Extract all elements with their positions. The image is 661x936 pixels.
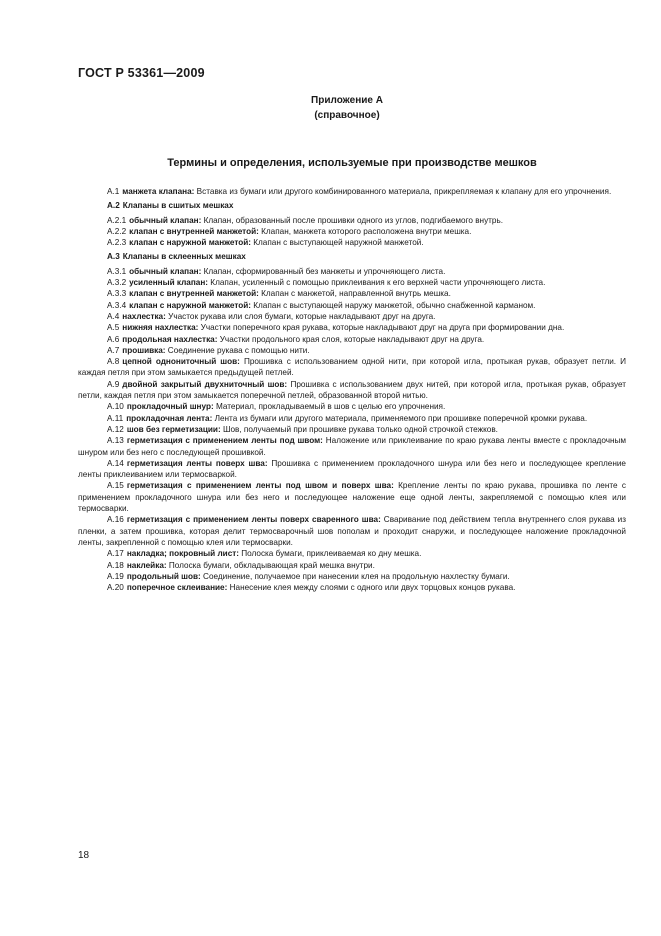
- term-entry: [78, 548, 626, 559]
- appendix-subtitle: (справочное): [314, 110, 380, 121]
- item-number: А.12: [107, 424, 124, 434]
- term-entry: [78, 266, 626, 277]
- definition: Клапан, усиленный с помощью приклеивания к его верхней части упрочняющего листа.: [208, 278, 546, 288]
- term-entry: [78, 413, 626, 424]
- definition: Клапан, образованный после прошивки одного из углов, подгибаемого внутрь.: [201, 215, 504, 225]
- item-number: А.16: [107, 515, 124, 525]
- item-number: А.3.1: [107, 266, 127, 276]
- term: нахлестка:: [122, 311, 166, 321]
- term-entry: [78, 322, 626, 333]
- definition: Участки продольного края слоя, которые накладывают друг на друга.: [217, 334, 485, 344]
- term-entry: [78, 215, 626, 226]
- definition: Прошивка с применением прокладочного шнура или без него и последующее крепление ленты приклеиванием или термосваркой.: [78, 458, 626, 480]
- term: герметизация с применением ленты под швом и поверх шва:: [126, 481, 394, 491]
- term: прокладочная лента:: [126, 413, 213, 423]
- term: манжета клапана:: [122, 187, 195, 196]
- definition: Полоска бумаги, обкладывающая край мешка внутри.: [166, 560, 375, 570]
- definition: Прошивка с использованием двух нитей, при которой игла, протыкая рукав, образует петли, каждая петля при этом замыкается поперечной петлей, образованной второй нитью.: [78, 379, 626, 401]
- term-entry: [78, 186, 626, 197]
- term-entry: [78, 288, 626, 299]
- appendix-title: Приложение А: [311, 95, 383, 106]
- item-number: А.14: [107, 458, 124, 468]
- term: герметизация с применением ленты поверх сваренного шва:: [126, 515, 381, 525]
- term: накладка; покровный лист:: [126, 549, 239, 559]
- term: цепной однониточный шов:: [122, 357, 240, 367]
- terms-list: [78, 186, 626, 593]
- definition: Соединение, получаемое при нанесении клея на продольную нахлестку бумаги.: [200, 571, 510, 581]
- term-entry: [78, 560, 626, 571]
- item-number: А.19: [107, 571, 124, 581]
- term-entry: [78, 401, 626, 412]
- term: клапан с внутренней манжетой:: [129, 289, 259, 299]
- item-number: А.2.3: [107, 238, 127, 248]
- item-number: А.3: [107, 252, 120, 262]
- term: прошивка:: [122, 345, 166, 355]
- term: клапан с наружной манжетой:: [129, 238, 251, 248]
- item-number: А.3.3: [107, 289, 127, 299]
- item-number: А.2.1: [107, 215, 127, 225]
- term: шов без герметизации:: [126, 424, 221, 434]
- term: продольный шов:: [126, 571, 201, 581]
- definition: Клапан, сформированный без манжеты и упрочняющего листа.: [201, 266, 446, 276]
- item-number: А.2.2: [107, 226, 127, 236]
- definition: Полоска бумаги, приклеиваемая ко дну мешка.: [239, 549, 422, 559]
- term: прокладочный шнур:: [126, 402, 214, 412]
- term-entry: [78, 300, 626, 311]
- term-entry: [78, 356, 626, 379]
- subsection-heading: [78, 200, 626, 211]
- definition: Участок рукава или слоя бумаги, которые накладывают друг на друга.: [165, 311, 436, 321]
- definition: Клапан с манжетой, направленной внутрь мешка.: [258, 289, 451, 299]
- definition: Клапан, манжета которого расположена внутри мешка.: [258, 226, 472, 236]
- term: герметизация с применением ленты под швом:: [126, 436, 323, 446]
- item-number: А.5: [107, 323, 120, 333]
- item-number: А.11: [107, 413, 124, 423]
- definition: Участки поперечного края рукава, которые накладывают друг на друга при формировании дна.: [198, 323, 565, 333]
- item-number: А.8: [107, 357, 120, 367]
- item-number: А.3.2: [107, 278, 127, 288]
- definition: Клапан с выступающей наружной манжетой.: [250, 238, 424, 248]
- term: герметизация ленты поверх шва:: [126, 458, 268, 468]
- item-number: А.15: [107, 481, 124, 491]
- term-entry: [78, 424, 626, 435]
- term-entry: [78, 571, 626, 582]
- subsection-heading: [78, 251, 626, 262]
- item-number: А.10: [107, 402, 124, 412]
- item-number: А.6: [107, 334, 120, 344]
- term-entry: [78, 334, 626, 345]
- term-entry: [78, 435, 626, 458]
- term: наклейка:: [126, 560, 167, 570]
- term: клапан с наружной манжетой:: [129, 300, 251, 310]
- subsection-title: Клапаны в сшитых мешках: [122, 201, 234, 211]
- term: усиленный клапан:: [129, 278, 209, 288]
- item-number: А.20: [107, 583, 124, 593]
- term: обычный клапан:: [129, 215, 202, 225]
- definition: Вставка из бумаги или другого комбинированного материала, прикрепляемая к клапану для его упрочнения.: [194, 187, 612, 196]
- definition: Шов, получаемый при прошивке рукава только одной строчкой стежков.: [220, 424, 498, 434]
- term-entry: [78, 277, 626, 288]
- term-entry: [78, 345, 626, 356]
- term-entry: [78, 458, 626, 481]
- item-number: А.18: [107, 560, 124, 570]
- term-entry: [78, 311, 626, 322]
- item-number: А.13: [107, 436, 124, 446]
- definition: Прошивка с использованием одной нити, при которой игла, протыкая рукав, образует петли. И каждая петля при этом замыкается предыдущей петлей.: [78, 357, 627, 378]
- definition: Лента из бумаги или другого материала, применяемого при прошивке поперечной кромки рукава.: [212, 413, 588, 423]
- item-number: А.4: [107, 311, 120, 321]
- term-entry: [78, 582, 626, 593]
- page-number: 18: [78, 850, 90, 861]
- term: нижняя нахлестка:: [122, 323, 199, 333]
- section-title: Термины и определения, используемые при производстве мешков: [167, 157, 537, 169]
- item-number: А.9: [107, 379, 120, 389]
- term-entry: [78, 379, 626, 402]
- definition: Материал, прокладываемый в шов с целью его упрочнения.: [213, 402, 446, 412]
- definition: Наложение или приклеивание по краю рукава ленты вместе с прокладочным шнуром или без него с последующей прошивкой.: [78, 436, 627, 457]
- term-entry: [78, 514, 626, 548]
- term-entry: [78, 480, 626, 514]
- definition: Сваривание под действием тепла внутреннего слоя рукава из пленки, а затем прошивка, которая делит термосварочный шов пополам и проходит снаружи, и последующее наложение прокладочной ленты, закрепленной с помощью клея или термосварки.: [78, 515, 626, 547]
- item-number: А.1: [107, 187, 120, 196]
- standard-header: ГОСТ Р 53361—2009: [78, 66, 205, 80]
- subsection-title: Клапаны в склеенных мешках: [122, 252, 246, 262]
- term-entry: [78, 226, 626, 237]
- item-number: А.7: [107, 345, 120, 355]
- term: обычный клапан:: [129, 266, 202, 276]
- term: продольная нахлестка:: [122, 334, 218, 344]
- item-number: А.2: [107, 201, 120, 211]
- definition: Нанесение клея между слоями с одного или двух торцовых концов рукава.: [227, 583, 516, 593]
- item-number: А.3.4: [107, 300, 127, 310]
- term: поперечное склеивание:: [126, 583, 228, 593]
- definition: Соединение рукава с помощью нити.: [165, 345, 310, 355]
- term: клапан с внутренней манжетой:: [129, 226, 259, 236]
- term: двойной закрытый двухниточный шов:: [122, 379, 288, 389]
- definition: Крепление ленты по краю рукава, прошивка по ленте с применением прокладочного шнура или без него и последующее наложение еще одной ленты, закрепляемой с помощью клея или термосварки.: [78, 481, 626, 514]
- definition: Клапан с выступающей наружу манжетой, обычно снабженной карманом.: [250, 300, 536, 310]
- term-entry: [78, 237, 626, 248]
- item-number: А.17: [107, 549, 124, 559]
